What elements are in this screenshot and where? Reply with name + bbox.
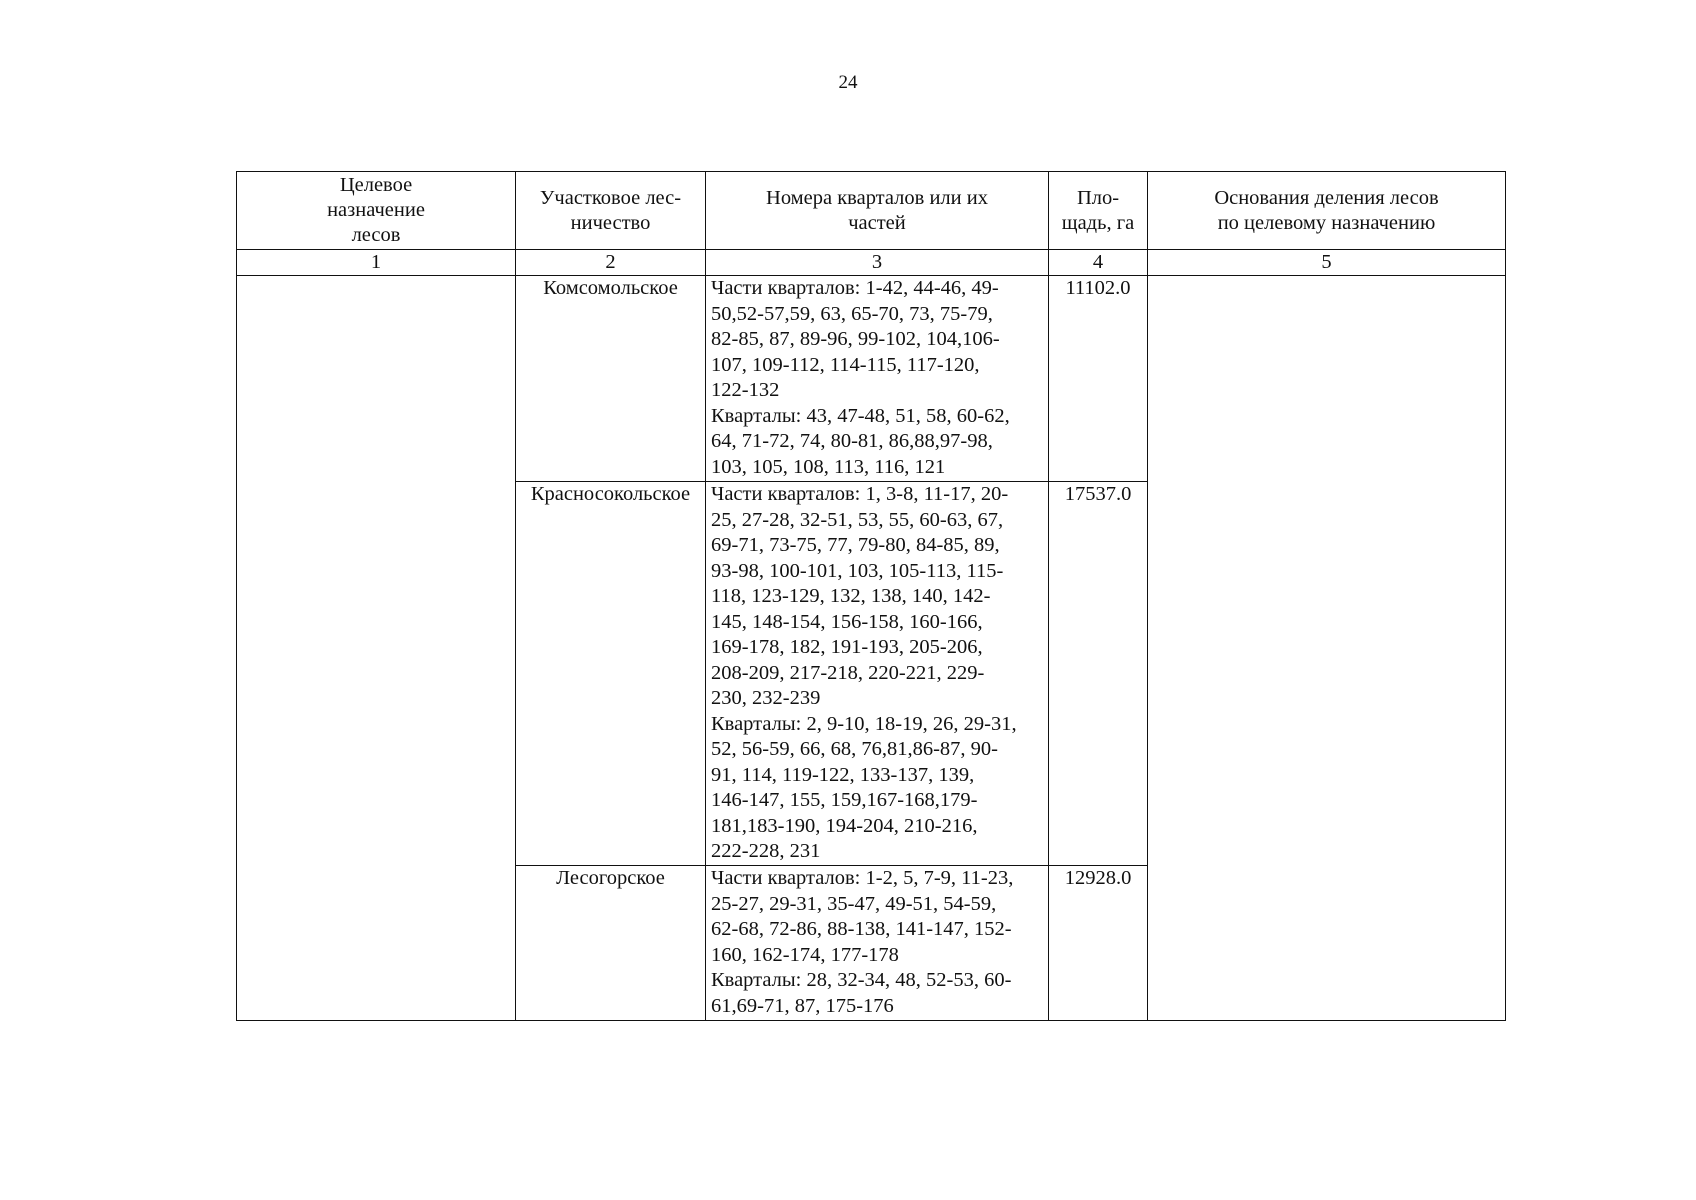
- table-row: [237, 276, 1506, 482]
- column-number: 1: [237, 250, 516, 276]
- column-number: 4: [1049, 250, 1148, 276]
- header-area: Пло- щадь, га: [1049, 172, 1148, 250]
- header-purpose: Целевое назначение лесов: [237, 172, 516, 250]
- column-number: 2: [516, 250, 706, 276]
- column-number: 5: [1148, 250, 1506, 276]
- header-quarters: Номера кварталов или их частей: [706, 172, 1049, 250]
- page-number: 24: [838, 72, 858, 93]
- forest-division-table: [236, 171, 1506, 1021]
- area-cell: 11102.0: [1049, 276, 1148, 482]
- area-cell: 12928.0: [1049, 866, 1148, 1021]
- district-cell: Лесогорское: [516, 866, 706, 1021]
- column-number-row: [237, 250, 1506, 276]
- header-basis: Основания деления лесов по целевому назначению: [1148, 172, 1506, 250]
- district-cell: Красносокольское: [516, 482, 706, 866]
- header-district: Участковое лес- ничество: [516, 172, 706, 250]
- column-number: 3: [706, 250, 1049, 276]
- purpose-cell: [237, 276, 516, 1021]
- area-cell: 17537.0: [1049, 482, 1148, 866]
- header-row: [237, 172, 1506, 250]
- quarters-cell: Части кварталов: 1-2, 5, 7-9, 11-23, 25-27, 29-31, 35-47, 49-51, 54-59, 62-68, 72-86, 88-138, 141-147, 152- 160, 162-174, 177-178 Кварталы: 28, 32-34, 48, 52-53, 60- 61,69-71, 87, 175-176: [706, 866, 1049, 1021]
- quarters-cell: Части кварталов: 1-42, 44-46, 49- 50,52-57,59, 63, 65-70, 73, 75-79, 82-85, 87, 89-96, 99-102, 104,106- 107, 109-112, 114-115, 117-120, 122-132 Кварталы: 43, 47-48, 51, 58, 60-62, 64, 71-72, 74, 80-81, 86,88,97-98, 103, 105, 108, 113, 116, 121: [706, 276, 1049, 482]
- quarters-cell: Части кварталов: 1, 3-8, 11-17, 20- 25, 27-28, 32-51, 53, 55, 60-63, 67, 69-71, 73-75, 77, 79-80, 84-85, 89, 93-98, 100-101, 103, 105-113, 115- 118, 123-129, 132, 138, 140, 142- 145, 148-154, 156-158, 160-166, 169-178, 182, 191-193, 205-206, 208-209, 217-218, 220-221, 229- 230, 232-239 Кварталы: 2, 9-10, 18-19, 26, 29-31, 52, 56-59, 66, 68, 76,81,86-87, 90- 91, 114, 119-122, 133-137, 139, 146-147, 155, 159,167-168,179- 181,183-190, 194-204, 210-216, 222-228, 231: [706, 482, 1049, 866]
- district-cell: Комсомольское: [516, 276, 706, 482]
- basis-cell: [1148, 276, 1506, 1021]
